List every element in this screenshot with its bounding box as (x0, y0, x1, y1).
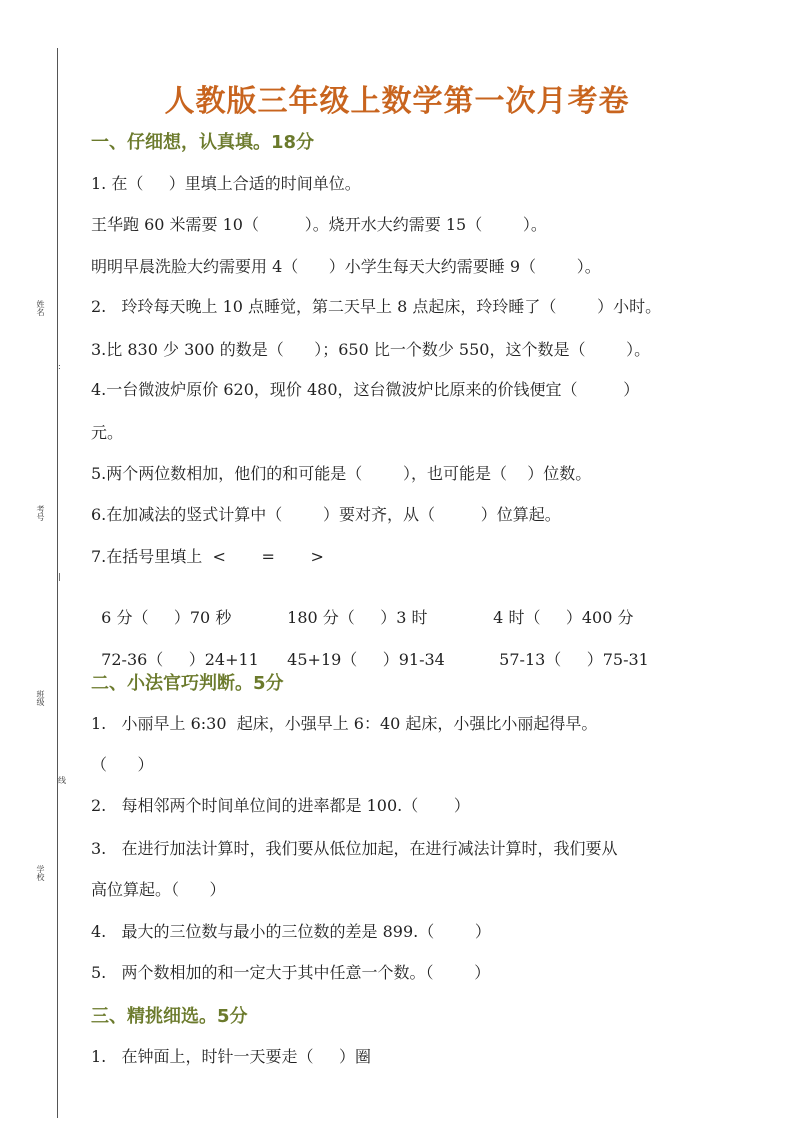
compare-item: 72-36（ ）24+11 (101, 650, 259, 669)
question-1: 1. 在（ ）里填上合适的时间单位。 (91, 174, 361, 193)
margin-label-class: 班级 (36, 690, 45, 706)
judge-1-blank: （ ） (91, 755, 154, 774)
section-heading-1: 一、仔细想，认真填。18分 (91, 132, 315, 153)
margin-label-name: 姓名 (36, 300, 45, 316)
question-7: 7.在括号里填上 < = > (91, 547, 324, 566)
section-heading-2: 二、小法官巧判断。5分 (91, 673, 284, 694)
compare-item: 6 分（ ）70 秒 (101, 608, 232, 627)
question-6: 6.在加减法的竖式计算中（ ）要对齐，从（ ）位算起。 (91, 505, 561, 524)
choice-1: 1. 在钟面上，时针一天要走（ ）圈 (91, 1047, 371, 1066)
judge-3-cont: 高位算起。（ ） (91, 880, 226, 899)
question-5: 5.两个两位数相加，他们的和可能是（ ），也可能是（ ）位数。 (91, 464, 592, 483)
judge-4: 4. 最大的三位数与最小的三位数的差是 899.（ ） (91, 922, 491, 941)
compare-item: 180 分（ ）3 时 (287, 608, 428, 627)
judge-3: 3. 在进行加法计算时，我们要从低位加起，在进行减法计算时，我们要从 (91, 839, 618, 858)
section-heading-3: 三、精挑细选。5分 (91, 1006, 248, 1027)
binding-line (57, 48, 58, 1118)
question-1a: 王华跑 60 米需要 10（ ）。烧开水大约需要 15（ ）。 (91, 215, 547, 234)
margin-dot: 线 (58, 776, 66, 785)
question-4: 4.一台微波炉原价 620，现价 480，这台微波炉比原来的价钱便宜（ ） (91, 380, 640, 399)
question-2: 2. 玲玲每天晚上 10 点睡觉，第二天早上 8 点起床，玲玲睡了（ ）小时。 (91, 297, 662, 316)
compare-row-2 (91, 628, 649, 670)
judge-5: 5. 两个数相加的和一定大于其中任意一个数。（ ） (91, 963, 491, 982)
judge-2: 2. 每相邻两个时间单位间的进率都是 100.（ ） (91, 796, 470, 815)
page-title: 人教版三年级上数学第一次月考卷 (164, 84, 630, 119)
judge-1: 1. 小丽早上 6:30 起床，小强早上 6：40 起床，小强比小丽起得早。 (91, 714, 598, 733)
compare-item: 45+19（ ）91-34 (287, 650, 445, 669)
margin-label-school: 学校 (36, 865, 45, 881)
question-1b: 明明早晨洗脸大约需要用 4（ ）小学生每天大约需要睡 9（ ）。 (91, 257, 601, 276)
question-3: 3.比 830 少 300 的数是（ ）；650 比一个数少 550，这个数是（ ）。 (91, 340, 651, 359)
margin-label-number: 考号 (36, 505, 45, 521)
question-4-cont: 元。 (91, 423, 124, 442)
compare-row-1 (91, 586, 634, 628)
compare-item: 57-13（ ）75-31 (499, 650, 649, 669)
compare-item: 4 时（ ）400 分 (493, 608, 634, 627)
margin-dot: | (58, 572, 61, 581)
margin-dot: : (58, 362, 61, 371)
